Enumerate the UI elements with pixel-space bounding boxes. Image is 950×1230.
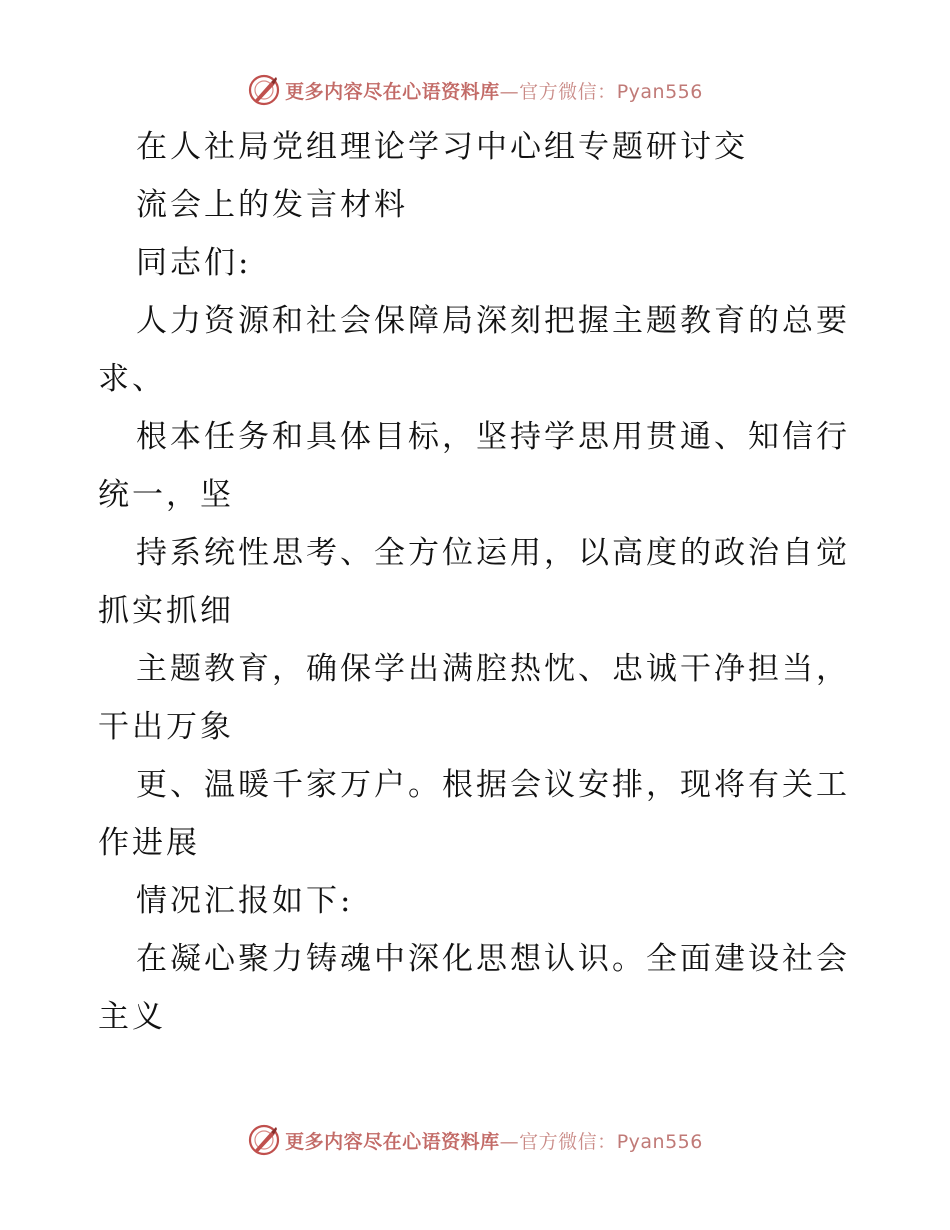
paragraph-line: 抓实抓细 <box>98 593 234 629</box>
paragraph-line: 作进展 <box>98 825 200 861</box>
quill-logo-icon <box>247 1123 281 1157</box>
paragraph-line: 人力资源和社会保障局深刻把握主题教育的总要 <box>136 303 850 339</box>
footer-watermark-separator: —官方微信： <box>499 1130 617 1153</box>
paragraph-line: 求、 <box>98 361 166 397</box>
header-watermark-separator: —官方微信： <box>499 80 617 103</box>
paragraph-line: 更、温暖千家万户。根据会议安排，现将有关工 <box>136 767 850 803</box>
paragraph-line: 主题教育，确保学出满腔热忱、忠诚干净担当， <box>136 651 850 687</box>
paragraph-line: 在凝心聚力铸魂中深化思想认识。全面建设社会 <box>136 941 850 977</box>
header-watermark-account: Pyan556 <box>616 80 703 103</box>
document-title-line-2: 流会上的发言材料 <box>136 187 408 223</box>
paragraph-line: 主义 <box>98 999 166 1035</box>
header-watermark-banner <box>0 70 950 110</box>
header-watermark-main: 更多内容尽在心语资料库 <box>285 80 500 103</box>
footer-watermark-main: 更多内容尽在心语资料库 <box>285 1130 500 1153</box>
paragraph-line: 持系统性思考、全方位运用，以高度的政治自觉 <box>136 535 850 571</box>
quill-logo-icon <box>247 73 281 107</box>
salutation: 同志们: <box>136 245 252 281</box>
document-body <box>98 118 858 1046</box>
header-watermark-text <box>285 77 703 104</box>
document-title-line-1: 在人社局党组理论学习中心组专题研讨交 <box>136 129 748 165</box>
paragraph-line: 统一，坚 <box>98 477 234 513</box>
paragraph-line: 根本任务和具体目标，坚持学思用贯通、知信行 <box>136 419 850 455</box>
paragraph-line: 情况汇报如下: <box>136 883 354 919</box>
footer-watermark-banner <box>0 1120 950 1160</box>
footer-watermark-text <box>285 1127 703 1154</box>
paragraph-line: 干出万象 <box>98 709 234 745</box>
footer-watermark-account: Pyan556 <box>616 1130 703 1153</box>
